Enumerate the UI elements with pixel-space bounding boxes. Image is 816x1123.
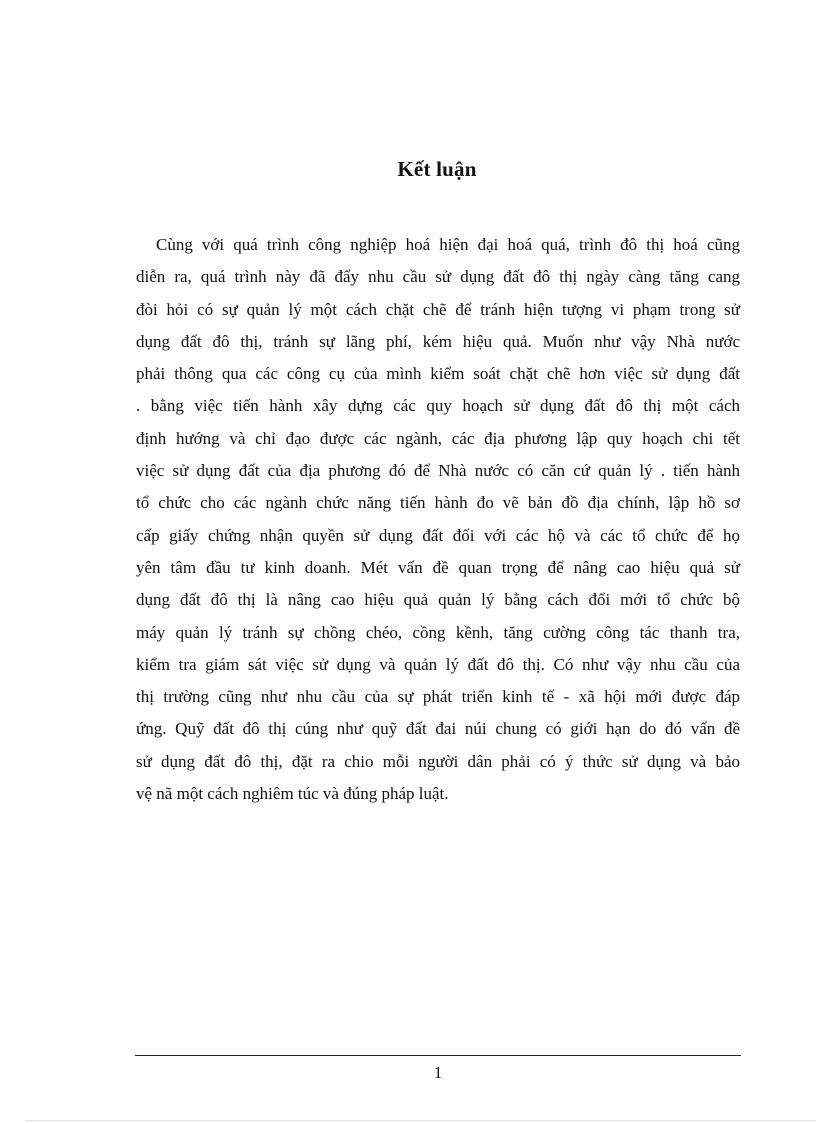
paragraph-line: phải thông qua các công cụ của mình kiểm soát chặt chẽ hơn việc sử dụng đất — [136, 364, 740, 384]
footer-divider — [135, 1055, 741, 1056]
paragraph-line: việc sử dụng đất của địa phương đó để Nhà nước có căn cứ quản lý . tiến hành — [136, 461, 740, 481]
paragraph-line: ứng. Quỹ đất đô thị cúng như quỹ đất đai núi chung có giới hạn do đó vấn đề — [136, 719, 740, 739]
paragraph-line: Cùng với quá trình công nghiệp hoá hiện đại hoá quá, trình đô thị hoá cũng — [156, 235, 740, 254]
page-number: 1 — [433, 1063, 443, 1082]
page-bottom-edge — [26, 1120, 816, 1121]
paragraph-line: thị trường cũng như nhu cầu của sự phát triển kinh tế - xã hội mới được đáp — [136, 687, 740, 707]
page-title: Kết luận — [397, 157, 477, 181]
paragraph-line: kiểm tra giám sát việc sử dụng và quản lý đất đô thị. Có như vậy nhu cầu của — [136, 654, 740, 674]
paragraph-line: diễn ra, quá trình này đã đẩy nhu cầu sử dụng đất đô thị ngày càng tăng cang — [136, 267, 740, 287]
paragraph-line: . bằng việc tiến hành xây dựng các quy hoạch sử dụng đất đô thị một cách — [136, 396, 740, 416]
conclusion-paragraph — [136, 229, 740, 810]
paragraph-line: tổ chức cho các ngành chức năng tiến hành đo vẽ bản đồ địa chính, lập hồ sơ — [136, 493, 740, 513]
paragraph-line: định hướng và chỉ đạo được các ngành, các địa phương lập quy hoạch chi tết — [136, 428, 740, 448]
paragraph-line: cấp giấy chứng nhận quyền sử dụng đất đối với các hộ và các tổ chức để họ — [136, 525, 740, 545]
paragraph-line: dụng đất đô thị là nâng cao hiệu quả quản lý bằng cách đổi mới tổ chức bộ — [136, 590, 740, 610]
paragraph-line: dụng đất đô thị, tránh sự lãng phí, kém hiệu quả. Muốn như vậy Nhà nước — [136, 331, 740, 351]
paragraph-line: sử dụng đất đô thị, đặt ra chio mỗi người dân phải có ý thức sử dụng và bảo — [136, 751, 740, 771]
paragraph-line: đòi hỏi có sự quản lý một cách chặt chẽ để tránh hiện tượng vi phạm trong sử — [136, 299, 740, 319]
paragraph-line: yên tâm đầu tư kinh doanh. Mét vấn đề quan trọng để nâng cao hiệu quả sử — [136, 557, 740, 577]
paragraph-line: vệ nã một cách nghiêm túc và đúng pháp luật. — [136, 784, 449, 804]
paragraph-line: máy quản lý tránh sự chồng chéo, cồng kềnh, tăng cường công tác thanh tra, — [136, 622, 740, 642]
